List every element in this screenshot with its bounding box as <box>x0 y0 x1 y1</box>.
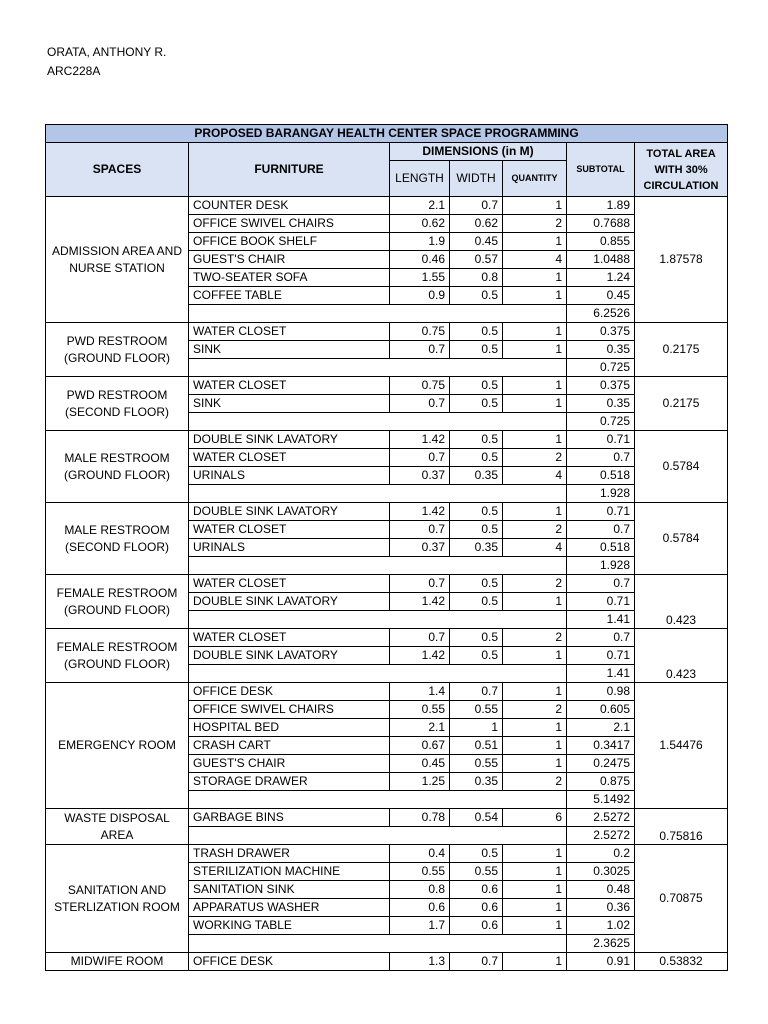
header-quantity: QUANTITY <box>503 161 567 197</box>
furniture-name: HOSPITAL BED <box>189 719 390 737</box>
width-value: 0.5 <box>450 647 503 665</box>
subtotal-value: 0.71 <box>567 593 635 611</box>
quantity-value: 4 <box>503 467 567 485</box>
table-title: PROPOSED BARANGAY HEALTH CENTER SPACE PROGRAMMING <box>46 125 728 143</box>
length-value: 0.75 <box>390 323 450 341</box>
furniture-name: COFFEE TABLE <box>189 287 390 305</box>
width-value: 0.55 <box>450 701 503 719</box>
furniture-name: TWO-SEATER SOFA <box>189 269 390 287</box>
width-value: 0.6 <box>450 899 503 917</box>
space-name: MALE RESTROOM (SECOND FLOOR) <box>46 503 189 575</box>
length-value: 2.1 <box>390 719 450 737</box>
table-row <box>46 197 728 215</box>
length-value: 0.55 <box>390 863 450 881</box>
furniture-name: OFFICE DESK <box>189 953 390 971</box>
quantity-value: 1 <box>503 593 567 611</box>
length-value: 0.6 <box>390 899 450 917</box>
total-area-value: 0.70875 <box>635 845 728 953</box>
quantity-value: 1 <box>503 233 567 251</box>
subtotal-value: 1.02 <box>567 917 635 935</box>
width-value: 1 <box>450 719 503 737</box>
length-value: 0.7 <box>390 575 450 593</box>
quantity-value: 1 <box>503 755 567 773</box>
length-value: 0.7 <box>390 629 450 647</box>
width-value: 0.54 <box>450 809 503 827</box>
quantity-value: 1 <box>503 845 567 863</box>
table-row <box>46 575 728 593</box>
length-value: 1.9 <box>390 233 450 251</box>
subtotal-sum-value: 0.725 <box>567 413 635 431</box>
quantity-value: 1 <box>503 719 567 737</box>
length-value: 0.78 <box>390 809 450 827</box>
width-value: 0.5 <box>450 575 503 593</box>
furniture-name: URINALS <box>189 467 390 485</box>
subtotal-value: 2.5272 <box>567 809 635 827</box>
total-area-value: 0.5784 <box>635 503 728 575</box>
table-row <box>46 377 728 395</box>
width-value: 0.5 <box>450 431 503 449</box>
length-value: 1.55 <box>390 269 450 287</box>
width-value: 0.8 <box>450 269 503 287</box>
furniture-name: URINALS <box>189 539 390 557</box>
header-spaces: SPACES <box>46 143 189 197</box>
furniture-name: WATER CLOSET <box>189 521 390 539</box>
subtotal-value: 0.2475 <box>567 755 635 773</box>
subtotal-value: 0.875 <box>567 773 635 791</box>
subtotal-value: 0.375 <box>567 323 635 341</box>
length-value: 0.45 <box>390 755 450 773</box>
width-value: 0.35 <box>450 539 503 557</box>
length-value: 0.37 <box>390 539 450 557</box>
quantity-value: 4 <box>503 539 567 557</box>
width-value: 0.7 <box>450 197 503 215</box>
header-total: TOTAL AREA WITH 30% CIRCULATION <box>635 143 728 197</box>
blank-cell <box>189 305 567 323</box>
subtotal-value: 0.91 <box>567 953 635 971</box>
table-row <box>46 953 728 971</box>
space-name: PWD RESTROOM (SECOND FLOOR) <box>46 377 189 431</box>
width-value: 0.5 <box>450 395 503 413</box>
quantity-value: 2 <box>503 521 567 539</box>
course-code: ARC228A <box>47 64 101 78</box>
subtotal-value: 0.3417 <box>567 737 635 755</box>
quantity-value: 2 <box>503 449 567 467</box>
header-length: LENGTH <box>390 161 450 197</box>
space-name: SANITATION AND STERLIZATION ROOM <box>46 845 189 953</box>
length-value: 1.42 <box>390 593 450 611</box>
quantity-value: 1 <box>503 737 567 755</box>
width-value: 0.35 <box>450 773 503 791</box>
width-value: 0.7 <box>450 683 503 701</box>
width-value: 0.62 <box>450 215 503 233</box>
furniture-name: DOUBLE SINK LAVATORY <box>189 593 390 611</box>
width-value: 0.5 <box>450 503 503 521</box>
quantity-value: 1 <box>503 323 567 341</box>
furniture-name: DOUBLE SINK LAVATORY <box>189 647 390 665</box>
furniture-name: DOUBLE SINK LAVATORY <box>189 503 390 521</box>
furniture-name: GUEST'S CHAIR <box>189 755 390 773</box>
space-name: ADMISSION AREA AND NURSE STATION <box>46 197 189 323</box>
quantity-value: 1 <box>503 647 567 665</box>
quantity-value: 1 <box>503 341 567 359</box>
subtotal-value: 0.605 <box>567 701 635 719</box>
table-row <box>46 845 728 863</box>
total-area-value: 0.75816 <box>635 809 728 845</box>
subtotal-value: 0.71 <box>567 503 635 521</box>
subtotal-value: 0.375 <box>567 377 635 395</box>
length-value: 0.55 <box>390 701 450 719</box>
subtotal-sum-value: 5.1492 <box>567 791 635 809</box>
furniture-name: WATER CLOSET <box>189 377 390 395</box>
furniture-name: WATER CLOSET <box>189 575 390 593</box>
length-value: 0.7 <box>390 395 450 413</box>
blank-cell <box>189 827 567 845</box>
author-name: ORATA, ANTHONY R. <box>47 45 167 59</box>
width-value: 0.5 <box>450 323 503 341</box>
subtotal-value: 0.3025 <box>567 863 635 881</box>
space-name: MALE RESTROOM (GROUND FLOOR) <box>46 431 189 503</box>
table-row <box>46 323 728 341</box>
blank-cell <box>189 485 567 503</box>
subtotal-value: 0.71 <box>567 647 635 665</box>
subtotal-value: 0.36 <box>567 899 635 917</box>
subtotal-value: 1.89 <box>567 197 635 215</box>
blank-cell <box>189 665 567 683</box>
blank-cell <box>189 791 567 809</box>
subtotal-value: 0.45 <box>567 287 635 305</box>
table-row <box>46 503 728 521</box>
width-value: 0.5 <box>450 845 503 863</box>
length-value: 0.62 <box>390 215 450 233</box>
blank-cell <box>189 611 567 629</box>
furniture-name: WORKING TABLE <box>189 917 390 935</box>
quantity-value: 2 <box>503 773 567 791</box>
subtotal-sum-value: 2.3625 <box>567 935 635 953</box>
subtotal-value: 0.7688 <box>567 215 635 233</box>
quantity-value: 2 <box>503 701 567 719</box>
length-value: 0.7 <box>390 521 450 539</box>
furniture-name: GUEST'S CHAIR <box>189 251 390 269</box>
quantity-value: 1 <box>503 287 567 305</box>
quantity-value: 1 <box>503 863 567 881</box>
quantity-value: 2 <box>503 629 567 647</box>
length-value: 0.8 <box>390 881 450 899</box>
furniture-name: TRASH DRAWER <box>189 845 390 863</box>
quantity-value: 1 <box>503 953 567 971</box>
length-value: 1.25 <box>390 773 450 791</box>
quantity-value: 1 <box>503 917 567 935</box>
table-row <box>46 809 728 827</box>
width-value: 0.35 <box>450 467 503 485</box>
width-value: 0.5 <box>450 593 503 611</box>
length-value: 1.42 <box>390 647 450 665</box>
subtotal-sum-value: 1.41 <box>567 665 635 683</box>
header-width: WIDTH <box>450 161 503 197</box>
width-value: 0.5 <box>450 449 503 467</box>
length-value: 0.37 <box>390 467 450 485</box>
quantity-value: 4 <box>503 251 567 269</box>
width-value: 0.6 <box>450 881 503 899</box>
subtotal-value: 0.71 <box>567 431 635 449</box>
quantity-value: 2 <box>503 215 567 233</box>
width-value: 0.57 <box>450 251 503 269</box>
blank-cell <box>189 413 567 431</box>
width-value: 0.55 <box>450 863 503 881</box>
furniture-name: APPARATUS WASHER <box>189 899 390 917</box>
total-area-value: 0.5784 <box>635 431 728 503</box>
furniture-name: WATER CLOSET <box>189 323 390 341</box>
subtotal-value: 1.0488 <box>567 251 635 269</box>
subtotal-sum-value: 6.2526 <box>567 305 635 323</box>
total-area-value: 0.2175 <box>635 323 728 377</box>
quantity-value: 1 <box>503 899 567 917</box>
header-dimensions: DIMENSIONS (in M) <box>390 143 567 161</box>
subtotal-value: 0.48 <box>567 881 635 899</box>
furniture-name: GARBAGE BINS <box>189 809 390 827</box>
space-name: WASTE DISPOSAL AREA <box>46 809 189 845</box>
space-name: FEMALE RESTROOM (GROUND FLOOR) <box>46 629 189 683</box>
subtotal-value: 0.7 <box>567 575 635 593</box>
quantity-value: 1 <box>503 377 567 395</box>
length-value: 0.46 <box>390 251 450 269</box>
quantity-value: 1 <box>503 881 567 899</box>
furniture-name: COUNTER DESK <box>189 197 390 215</box>
subtotal-sum-value: 0.725 <box>567 359 635 377</box>
subtotal-value: 0.7 <box>567 449 635 467</box>
width-value: 0.6 <box>450 917 503 935</box>
length-value: 0.67 <box>390 737 450 755</box>
subtotal-value: 0.7 <box>567 521 635 539</box>
total-area-value: 0.2175 <box>635 377 728 431</box>
space-name: FEMALE RESTROOM (GROUND FLOOR) <box>46 575 189 629</box>
quantity-value: 1 <box>503 395 567 413</box>
width-value: 0.45 <box>450 233 503 251</box>
total-area-value: 0.53832 <box>635 953 728 971</box>
table-row <box>46 431 728 449</box>
subtotal-sum-value: 1.928 <box>567 485 635 503</box>
table-row <box>46 683 728 701</box>
quantity-value: 6 <box>503 809 567 827</box>
furniture-name: WATER CLOSET <box>189 629 390 647</box>
length-value: 0.7 <box>390 341 450 359</box>
width-value: 0.5 <box>450 287 503 305</box>
width-value: 0.5 <box>450 521 503 539</box>
header-furniture: FURNITURE <box>189 143 390 197</box>
header-subtotal: SUBTOTAL <box>567 143 635 197</box>
width-value: 0.5 <box>450 629 503 647</box>
subtotal-value: 0.855 <box>567 233 635 251</box>
furniture-name: OFFICE BOOK SHELF <box>189 233 390 251</box>
length-value: 2.1 <box>390 197 450 215</box>
furniture-name: DOUBLE SINK LAVATORY <box>189 431 390 449</box>
furniture-name: SINK <box>189 395 390 413</box>
length-value: 0.9 <box>390 287 450 305</box>
subtotal-sum-value: 1.928 <box>567 557 635 575</box>
quantity-value: 1 <box>503 197 567 215</box>
subtotal-value: 2.1 <box>567 719 635 737</box>
quantity-value: 1 <box>503 431 567 449</box>
quantity-value: 1 <box>503 683 567 701</box>
total-area-value: 1.54476 <box>635 683 728 809</box>
table-body <box>46 197 728 971</box>
subtotal-value: 0.35 <box>567 395 635 413</box>
length-value: 0.75 <box>390 377 450 395</box>
subtotal-sum-value: 2.5272 <box>567 827 635 845</box>
furniture-name: OFFICE SWIVEL CHAIRS <box>189 701 390 719</box>
length-value: 0.7 <box>390 449 450 467</box>
subtotal-value: 0.35 <box>567 341 635 359</box>
length-value: 1.4 <box>390 683 450 701</box>
width-value: 0.7 <box>450 953 503 971</box>
length-value: 1.3 <box>390 953 450 971</box>
length-value: 1.42 <box>390 431 450 449</box>
quantity-value: 1 <box>503 269 567 287</box>
subtotal-value: 0.7 <box>567 629 635 647</box>
length-value: 0.4 <box>390 845 450 863</box>
subtotal-sum-value: 1.41 <box>567 611 635 629</box>
subtotal-value: 0.2 <box>567 845 635 863</box>
width-value: 0.5 <box>450 341 503 359</box>
author-block <box>47 43 166 81</box>
furniture-name: SANITATION SINK <box>189 881 390 899</box>
furniture-name: STERILIZATION MACHINE <box>189 863 390 881</box>
subtotal-value: 0.98 <box>567 683 635 701</box>
total-area-value: 0.423 <box>635 575 728 629</box>
total-area-value: 0.423 <box>635 629 728 683</box>
space-name: MIDWIFE ROOM <box>46 953 189 971</box>
furniture-name: SINK <box>189 341 390 359</box>
blank-cell <box>189 935 567 953</box>
subtotal-value: 0.518 <box>567 467 635 485</box>
table-row <box>46 629 728 647</box>
width-value: 0.51 <box>450 737 503 755</box>
furniture-name: OFFICE SWIVEL CHAIRS <box>189 215 390 233</box>
quantity-value: 2 <box>503 575 567 593</box>
blank-cell <box>189 557 567 575</box>
subtotal-value: 0.518 <box>567 539 635 557</box>
width-value: 0.55 <box>450 755 503 773</box>
furniture-name: WATER CLOSET <box>189 449 390 467</box>
space-name: EMERGENCY ROOM <box>46 683 189 809</box>
subtotal-value: 1.24 <box>567 269 635 287</box>
furniture-name: CRASH CART <box>189 737 390 755</box>
furniture-name: STORAGE DRAWER <box>189 773 390 791</box>
total-area-value: 1.87578 <box>635 197 728 323</box>
furniture-name: OFFICE DESK <box>189 683 390 701</box>
width-value: 0.5 <box>450 377 503 395</box>
length-value: 1.7 <box>390 917 450 935</box>
blank-cell <box>189 359 567 377</box>
length-value: 1.42 <box>390 503 450 521</box>
quantity-value: 1 <box>503 503 567 521</box>
space-name: PWD RESTROOM (GROUND FLOOR) <box>46 323 189 377</box>
space-programming-table <box>45 124 728 971</box>
